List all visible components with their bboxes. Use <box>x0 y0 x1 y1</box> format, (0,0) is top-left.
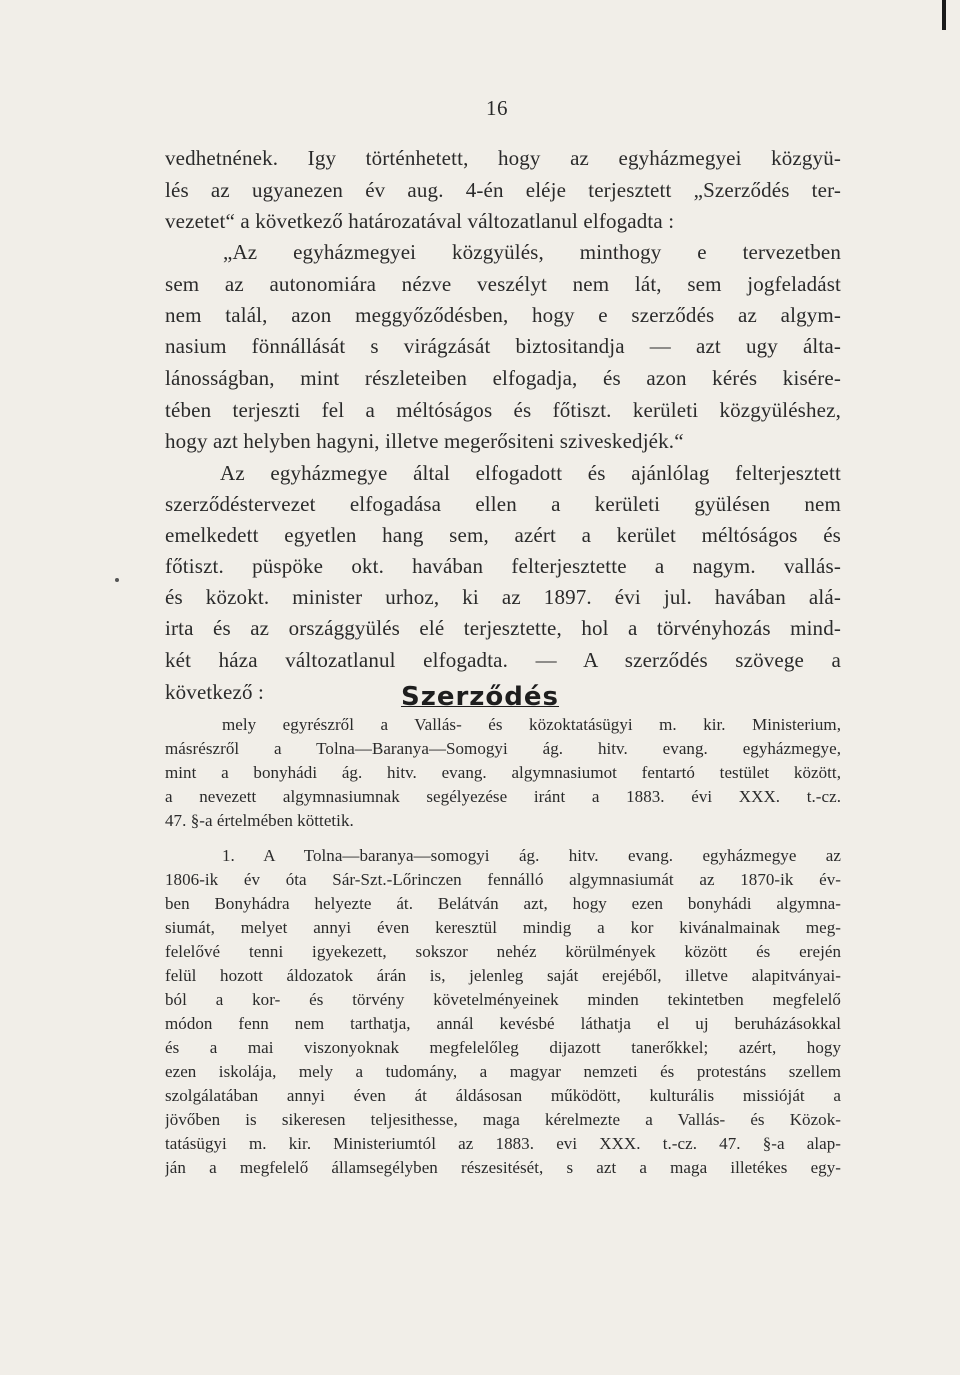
section-heading: Szerződés <box>400 682 560 712</box>
scan-edge-mark <box>942 0 946 30</box>
text-line: mint a bonyhádi ág. hitv. evang. algymnasiumot fentartó testület között, <box>165 763 841 782</box>
text-line: következő : <box>165 680 265 704</box>
text-line: felül hozott áldozatok árán is, jelenleg saját erejéből, illetve alapitványai- <box>165 966 841 985</box>
margin-dot <box>115 578 119 582</box>
text-line: siumát, melyet annyi éven keresztül mindig a kor kivánalmainak meg- <box>165 918 841 937</box>
text-line: szerződéstervezet elfogadása ellen a kerületi gyülésen nem <box>165 492 841 516</box>
text-line: vezetet“ a következő határozatával változatlanul elfogadta : <box>165 209 675 233</box>
text-line: mely egyrészről a Vallás- és közoktatásügyi m. kir. Ministerium, <box>222 715 841 734</box>
text-line: sem az autonomiára nézve veszélyt nem lát, sem jogfeladást <box>165 272 841 296</box>
text-line: jövőben is sikeresen teljesithesse, maga kérelmezte a Vallás- és Közok- <box>165 1110 841 1129</box>
text-line: főtiszt. püspöke okt. havában felterjesztette a nagym. vallás- <box>165 554 841 578</box>
text-line: lánosságban, mint részleteiben elfogadja, és azon kérés kisére- <box>165 366 841 390</box>
text-line: hogy azt helyben hagyni, illetve megerősiteni sziveskedjék.“ <box>165 429 684 453</box>
text-line: 1806-ik év óta Sár-Szt.-Lőrinczen fennálló algymnasiumát az 1870-ik év- <box>165 870 841 889</box>
text-line: tében terjeszti fel a méltóságos és főtiszt. kerületi közgyüléshez, <box>165 398 841 422</box>
page-number: 16 <box>486 96 508 120</box>
text-line: ezen iskolája, mely a tudomány, a magyar nemzeti és protestáns szellem <box>165 1062 841 1081</box>
text-line: ben Bonyhádra helyezte át. Belátván azt, hogy ezen bonyhádi algymna- <box>165 894 841 913</box>
text-line: módon fenn nem tarthatja, annál kevésbé láthatja el uj beruházásokkal <box>165 1014 841 1033</box>
text-line: nem talál, azon meggyőződésben, hogy e szerződés az algym- <box>165 303 841 327</box>
text-line: két háza változatlanul elfogadta. — A szerződés szövege a <box>165 648 841 672</box>
text-line: és a mai viszonyoknak megfelelőleg dijazott tanerőkkel; azért, hogy <box>165 1038 841 1057</box>
text-line: 47. §-a értelmében köttetik. <box>165 811 354 830</box>
text-line: tatásügyi m. kir. Ministeriumtól az 1883. evi XXX. t.-cz. 47. §-a alap- <box>165 1134 841 1153</box>
text-line: Az egyházmegye által elfogadott és ajánlólag felterjesztett <box>220 461 841 485</box>
text-line: lés az ugyanezen év aug. 4-én eléje terjesztett „Szerződés ter- <box>165 178 841 202</box>
text-line: nasium fönnállását s virágzását biztositandja — azt ugy álta- <box>165 334 841 358</box>
text-line: másrészről a Tolna—Baranya—Somogyi ág. hitv. evang. egyházmegye, <box>165 739 841 758</box>
text-line: ján a megfelelő államsegélyben részesitését, s azt a maga illetékes egy- <box>165 1158 841 1177</box>
text-line: 1. A Tolna—baranya—somogyi ág. hitv. evang. egyházmegye az <box>222 846 841 865</box>
text-line: a nevezett algymnasiumnak segélyezése iránt a 1883. évi XXX. t.-cz. <box>165 787 841 806</box>
text-line: „Az egyházmegyei közgyülés, minthogy e tervezetben <box>223 240 841 264</box>
text-line: és közokt. minister urhoz, ki az 1897. évi jul. havában alá- <box>165 585 841 609</box>
text-line: emelkedett egyetlen hang sem, azért a kerület méltóságos és <box>165 523 841 547</box>
text-line: felelővé tenni igyekezett, sokszor nehéz körülmények között és erején <box>165 942 841 961</box>
text-line: irta és az országgyülés elé terjesztette, hol a törvényhozás mind- <box>165 616 841 640</box>
text-line: ból a kor- és törvény követelményeinek minden tekintetben megfelelő <box>165 990 841 1009</box>
text-line: vedhetnének. Igy történhetett, hogy az egyházmegyei közgyü- <box>165 146 841 170</box>
text-line: szolgálatában annyi éven át áldásosan működött, kulturális missióját a <box>165 1086 841 1105</box>
